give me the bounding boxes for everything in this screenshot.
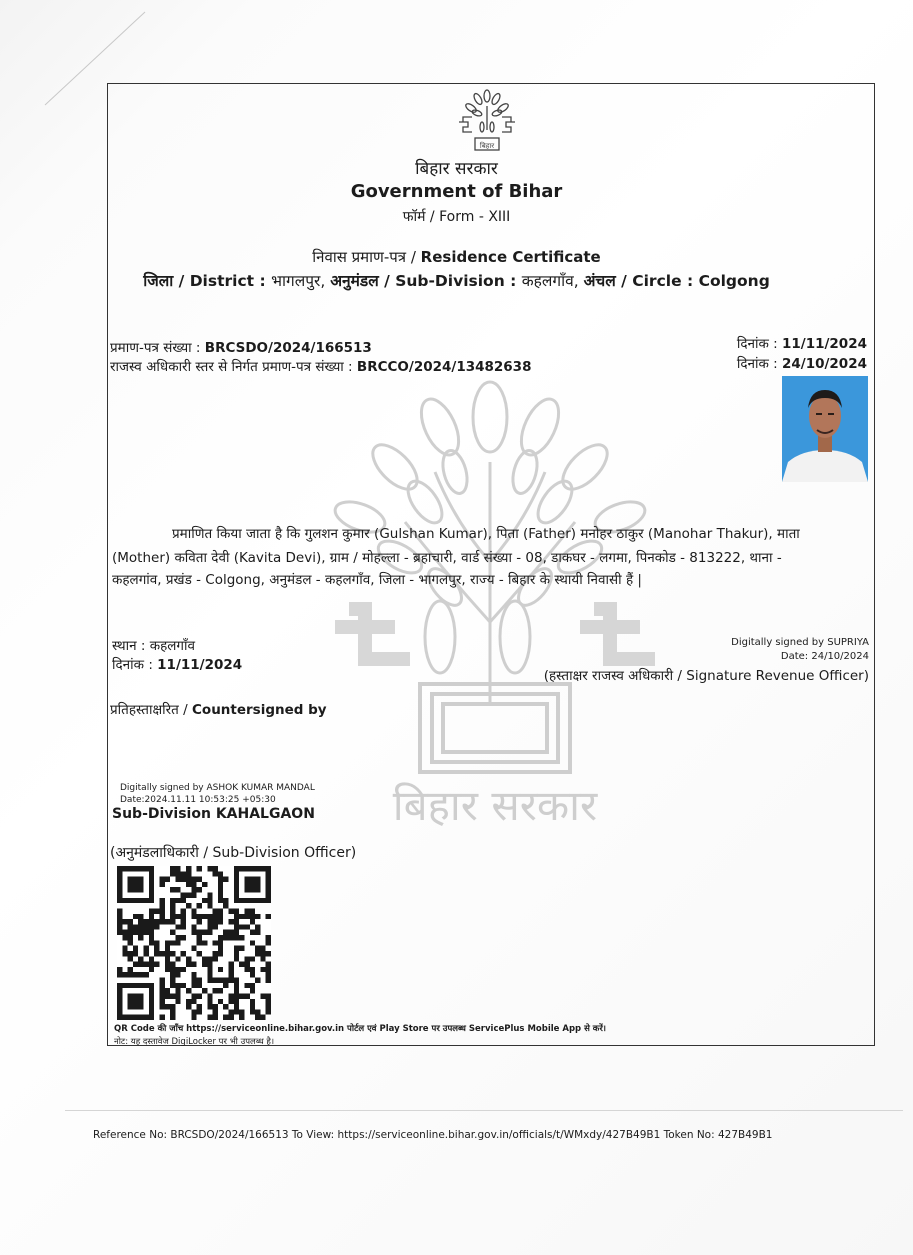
circle-label: अंचल / Circle : <box>583 272 699 290</box>
reference-line: Reference No: BRCSDO/2024/166513 To View: https://serviceonline.bihar.gov.in/officials/t/WMxdy/427B49B1 Token No: 427B49B1 <box>93 1129 773 1141</box>
certificate-number-label: प्रमाण-पत्र संख्या : <box>110 340 205 356</box>
sdo-digital-signature: Digitally signed by ASHOK KUMAR MANDAL <box>120 783 315 793</box>
countersigned-label-hindi: प्रतिहस्ताक्षरित / <box>110 702 193 718</box>
issue-date-label: दिनांक : <box>736 336 782 352</box>
revenue-officer-cert-number-value: BRCCO/2024/13482638 <box>356 359 532 375</box>
revenue-date-value: 24/10/2024 <box>781 356 867 372</box>
footer-divider <box>65 1110 903 1111</box>
revenue-officer-cert-number-label: राजस्व अधिकारी स्तर से निर्गत प्रमाण-पत्र संख्या : <box>110 359 357 375</box>
revenue-date-label: दिनांक : <box>736 356 782 372</box>
subdivision-label: अनुमंडल / Sub-Division : <box>330 272 522 290</box>
form-number: फॉर्म / Form - XIII <box>402 209 511 225</box>
place-date <box>112 655 242 673</box>
certificate-type-english: Residence Certificate <box>420 248 601 266</box>
emblem-label: बिहार <box>479 142 495 150</box>
applicant-photo <box>782 376 868 482</box>
certificate-number-value: BRCSDO/2024/166513 <box>204 340 372 356</box>
circle-value: Colgong <box>698 272 770 290</box>
place-date-value: 11/11/2024 <box>157 657 243 673</box>
countersigned-label <box>110 700 327 718</box>
revenue-date <box>737 354 867 372</box>
place-label: स्थान : <box>112 638 150 654</box>
district-label: जिला / District : <box>143 272 272 290</box>
revenue-officer-cert-number <box>110 357 531 375</box>
qr-verification-note: QR Code की जाँच https://serviceonline.bihar.gov.in पोर्टल एवं Play Store पर उपलब्ध ServicePlus Mobile App से करें। <box>114 1024 607 1034</box>
place-date-label: दिनांक : <box>112 657 158 673</box>
issue-date-value: 11/11/2024 <box>781 336 867 352</box>
body-line-3: कहलगांव, प्रखंड - Colgong, अनुमंडल - कहलगाँव, जिला - भागलपुर, राज्य - बिहार के स्थायी निवासी हैं | <box>112 572 642 588</box>
place <box>112 636 195 654</box>
sdo-caption: (अनुमंडलाधिकारी / Sub-Division Officer) <box>110 845 357 861</box>
revenue-digital-signature: Digitally signed by SUPRIYA <box>731 637 869 648</box>
sdo-office: Sub-Division KAHALGAON <box>112 806 315 822</box>
subdivision-value: कहलगाँव, <box>521 272 584 290</box>
countersigned-label-english: Countersigned by <box>192 702 327 718</box>
district-value: भागलपुर, <box>271 272 331 290</box>
title-english: Government of Bihar <box>350 181 563 202</box>
location-line <box>0 269 913 291</box>
body-line-2: (Mother) कविता देवी (Kavita Devi), ग्राम / मोहल्ला - ब्रहाचारी, वार्ड संख्या - 08, डाकघर - लगमा, पिनकोड - 813222, थाना - <box>112 550 782 566</box>
watermark-emblem-icon <box>325 372 655 842</box>
revenue-signature-date: Date: 24/10/2024 <box>780 651 869 662</box>
sdo-signature-date: Date:2024.11.11 10:53:25 +05:30 <box>120 795 276 805</box>
page-crease-mark <box>40 10 150 110</box>
qr-code-icon <box>117 866 271 1020</box>
certificate-type-hindi: निवास प्रमाण-पत्र / <box>312 248 421 266</box>
title-hindi: बिहार सरकार <box>415 159 498 179</box>
revenue-signature-caption: (हस्ताक्षर राजस्व अधिकारी / Signature Revenue Officer) <box>543 668 869 684</box>
body-line-1: प्रमाणित किया जाता है कि गुलशन कुमार (Gulshan Kumar), पिता (Father) मनोहर ठाकुर (Manohar Thakur), माता <box>172 526 800 542</box>
certificate-type <box>0 247 913 267</box>
person-portrait-icon <box>782 376 868 482</box>
issue-date <box>737 334 867 352</box>
place-value: कहलगाँव <box>149 638 196 654</box>
bihar-emblem-icon <box>452 86 522 156</box>
digilocker-note: नोट: यह दस्तावेज DigiLocker पर भी उपलब्ध है। <box>114 1037 275 1047</box>
watermark-text: बिहार सरकार <box>392 781 598 830</box>
certificate-number <box>110 338 372 356</box>
